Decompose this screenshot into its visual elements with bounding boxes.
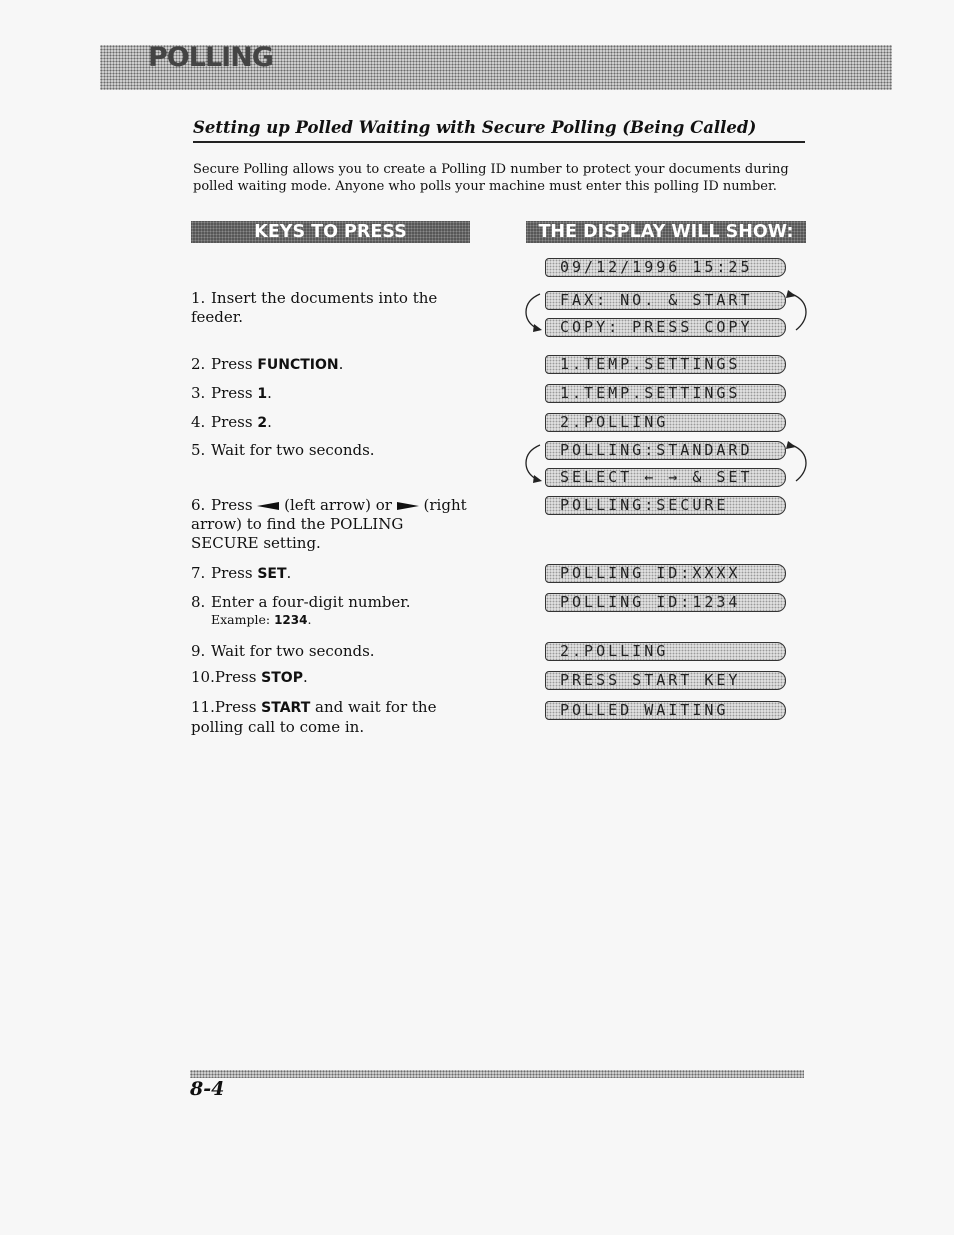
step-8: 8. Enter a four-digit number. Example: 1234.: [191, 593, 473, 628]
lcd-display: 2.POLLING: [545, 642, 786, 661]
set-key: SET: [257, 566, 287, 582]
lcd-display: FAX: NO. & START: [545, 291, 786, 310]
example-note: Example: 1234.: [211, 612, 312, 627]
step-4: 4. Press 2.: [191, 413, 272, 431]
right-arrow-icon: [397, 502, 419, 510]
page-number: 8-4: [190, 1078, 225, 1100]
cycle-arrows-icon: [520, 286, 812, 338]
lcd-display: SELECT ← → & SET: [545, 468, 786, 487]
step-11: 11.Press START and wait for the polling call to come in.: [191, 698, 437, 736]
lcd-display: POLLING ID:XXXX: [545, 564, 786, 583]
left-arrow-icon: [257, 502, 279, 510]
lcd-display: 1.TEMP.SETTINGS: [545, 355, 786, 374]
step-7: 7. Press SET.: [191, 564, 292, 582]
lcd-display: 1.TEMP.SETTINGS: [545, 384, 786, 403]
lcd-display: 09/12/1996 15:25: [545, 258, 786, 277]
lcd-display: POLLING ID:1234: [545, 593, 786, 612]
section-rule: [193, 141, 805, 143]
key-2: 2: [257, 415, 268, 431]
lcd-display: POLLING:STANDARD: [545, 441, 786, 460]
step-6: 6. Press (left arrow) or (right arrow) to find the POLLING SECURE setting.: [191, 496, 467, 552]
lcd-display: COPY: PRESS COPY: [545, 318, 786, 337]
step-1: 1. Insert the documents into the feeder.: [191, 289, 438, 326]
chapter-title: POLLING: [148, 42, 273, 73]
step-5: 5. Wait for two seconds.: [191, 441, 375, 459]
function-key: FUNCTION: [257, 357, 339, 373]
lcd-display: 2.POLLING: [545, 413, 786, 432]
footer-rule: [190, 1070, 804, 1078]
step-3: 3. Press 1.: [191, 384, 272, 402]
key-1: 1: [257, 386, 268, 402]
step-2: 2. Press FUNCTION.: [191, 355, 344, 373]
stop-key: STOP: [261, 670, 303, 686]
start-key: START: [261, 700, 311, 716]
cycle-arrows-icon: [520, 437, 812, 489]
lcd-display: POLLED WAITING: [545, 701, 786, 720]
section-heading: Setting up Polled Waiting with Secure Polling (Being Called): [193, 118, 757, 137]
step-10: 10.Press STOP.: [191, 668, 308, 686]
keys-to-press-header: KEYS TO PRESS: [191, 221, 470, 243]
lcd-display: POLLING:SECURE: [545, 496, 786, 515]
intro-paragraph: Secure Polling allows you to create a Polling ID number to protect your documents during polled waiting mode. Anyone who polls your machine must enter this polling ID number.: [193, 162, 789, 194]
display-will-show-header: THE DISPLAY WILL SHOW:: [526, 221, 806, 243]
lcd-display: PRESS START KEY: [545, 671, 786, 690]
step-9: 9. Wait for two seconds.: [191, 642, 375, 660]
